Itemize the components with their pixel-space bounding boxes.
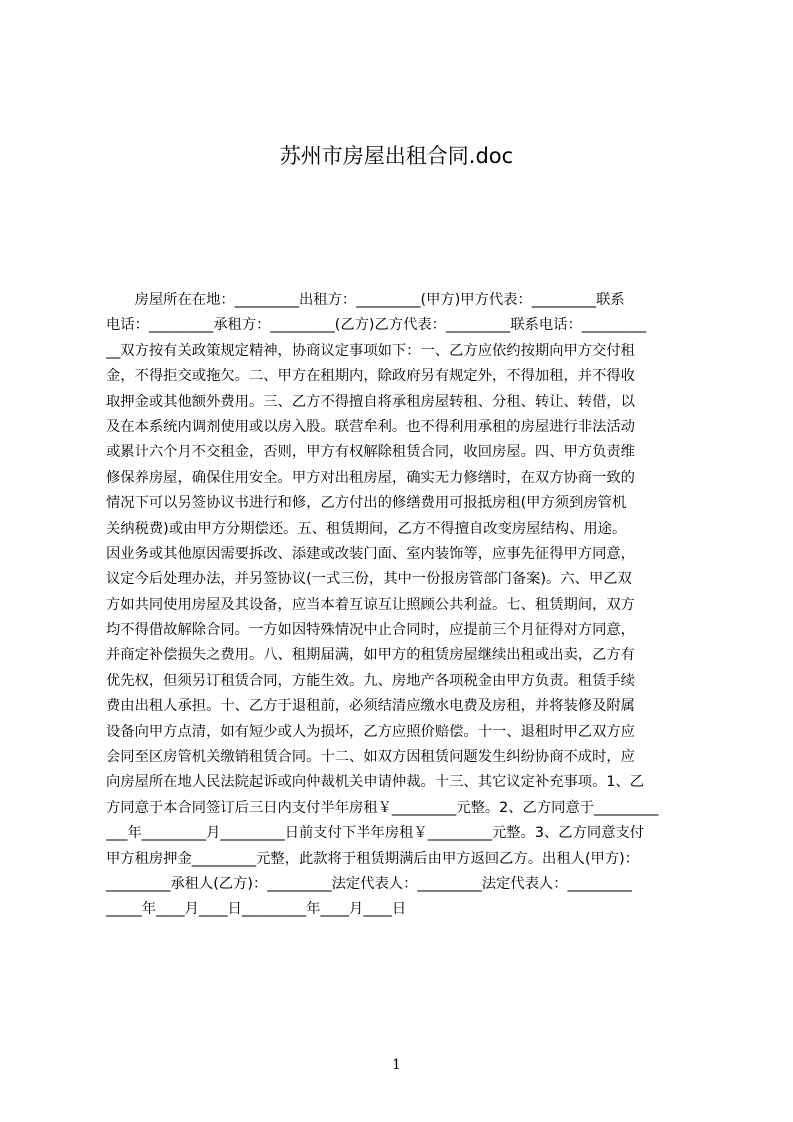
body-line: 会同至区房管机关缴销租赁合同。十二、如双方因租赁问题发生纠纷协商不成时，应 [106,749,635,766]
body-line: 取押金或其他额外费用。三、乙方不得擅自将承租房屋转租、分租、转让、转借，以 [106,393,635,410]
body-line: 情况下可以另签协议书进行和修，乙方付出的修缮费用可报抵房租(甲方须到房管机 [106,495,627,512]
body-line: 设备向甲方点清，如有短少或人为损坏，乙方应照价赔偿。十一、退租时甲乙双方应 [106,723,635,740]
body-line: __双方按有关政策规定精神，协商议定事项如下：一、乙方应依约按期向甲方交付租 [106,342,635,359]
body-line: _________承租人(乙方)：_________法定代表人：_________法定代表人：_________ [106,875,632,892]
body-line: 费由出租人承担。十、乙方于退租前，必须结清应缴水电费及房租，并将装修及附属 [106,698,635,715]
body-line: _____年____月____日_________年____月____日 [106,901,407,918]
page-number: 1 [392,1057,401,1073]
body-line: 并商定补偿损失之费用。八、租期届满，如甲方的租赁房屋继续出租或出卖，乙方有 [106,647,635,664]
body-line: 及在本系统内调剂使用或以房入股。联营牟利。也不得利用承租的房屋进行非法活动 [106,418,635,435]
body-line: 关纳税费)或由甲方分期偿还。五、租赁期间，乙方不得擅自改变房屋结构、用途。 [106,520,627,537]
body-line: 金，不得拒交或拖欠。二、甲方在租期内，除政府另有规定外，不得加租，并不得收 [106,368,635,385]
body-line: 方同意于本合同签订后三日内支付半年房租￥_________元整。2、乙方同意于_________ [106,799,659,816]
body-line: 甲方租房押金_________元整，此款将于租赁期满后由甲方返回乙方。出租人(甲方)： [106,850,639,867]
document-title: 苏州市房屋出租合同.doc [279,144,514,168]
body-line: 议定今后处理办法，并另签协议(一式三份，其中一份报房管部门备案)。六、甲乙双 [106,571,632,588]
body-line: ___年_________月_________日前支付下半年房租￥_________元整。3、乙方同意支付 [106,825,645,842]
body-line: 优先权，但须另订租赁合同，方能生效。九、房地产各项税金由甲方负责。租赁手续 [106,672,635,689]
body-line: 电话：_________承租方：_________(乙方)乙方代表：_________联系电话：_________ [106,317,647,334]
body-line: 房屋所在在地：_________出租方：_________(甲方)甲方代表：_________联系 [106,292,625,308]
body-line: 或累计六个月不交租金，否则，甲方有权解除租赁合同，收回房屋。四、甲方负责维 [106,444,635,461]
body-line: 修保养房屋，确保住用安全。甲方对出租房屋，确实无力修缮时，在双方协商一致的 [106,469,635,486]
body-line: 方如共同使用房屋及其设备，应当本着互谅互让照顾公共利益。七、租赁期间，双方 [106,596,635,613]
body-line: 均不得借故解除合同。一方如因特殊情况中止合同时，应提前三个月征得对方同意， [106,622,635,639]
body-line: 因业务或其他原因需要拆改、添建或改装门面、室内装饰等，应事先征得甲方同意， [106,545,635,562]
body-line: 向房屋所在地人民法院起诉或向仲裁机关申请仲裁。十三、其它议定补充事项。1、乙 [106,774,645,791]
contract-body [106,288,698,968]
